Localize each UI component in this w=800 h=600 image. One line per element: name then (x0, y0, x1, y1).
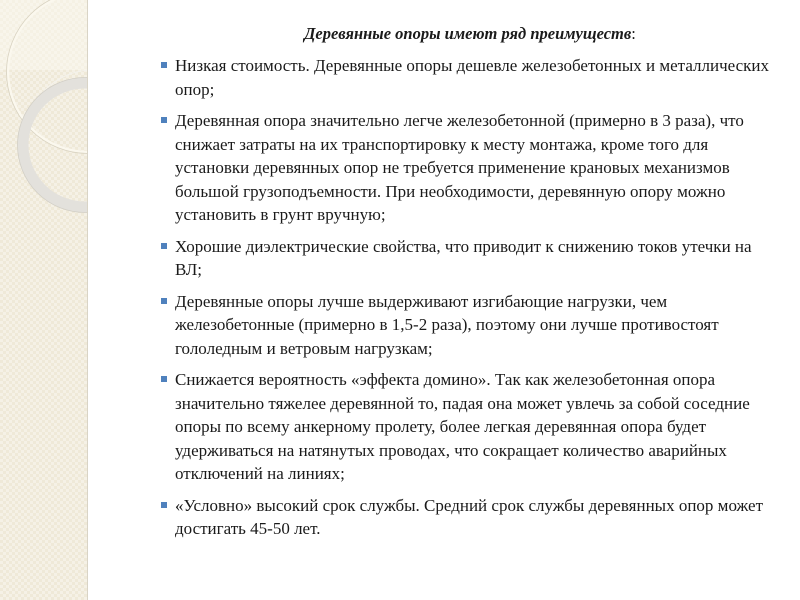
square-bullet-icon (161, 243, 167, 249)
list-item-text: Деревянная опора значительно легче железобетонной (примерно в 3 раза), что снижает затраты на их транспортировку к месту монтажа, кроме того для установки деревянных опор не требуется применение крановых механизмов большой грузоподъемности. При необходимости, деревянную опору можно установить в грунт вручную; (175, 111, 744, 224)
square-bullet-icon (161, 502, 167, 508)
list-item-text: «Условно» высокий срок службы. Средний срок службы деревянных опор может достигать 45-50 лет. (175, 495, 764, 538)
square-bullet-icon (161, 298, 167, 304)
decorative-sidebar (0, 0, 88, 600)
square-bullet-icon (161, 117, 167, 123)
slide-content (150, 22, 780, 549)
square-bullet-icon (161, 62, 167, 68)
sidebar-edge (87, 0, 88, 600)
square-bullet-icon (161, 376, 167, 382)
slide-title (150, 22, 780, 46)
advantages-list (150, 54, 780, 541)
decorative-circles-graphic (0, 0, 88, 300)
list-item (150, 494, 780, 541)
list-item-text: Хорошие диэлектрические свойства, что приводит к снижению токов утечки на ВЛ; (175, 236, 752, 279)
list-item-text: Низкая стоимость. Деревянные опоры дешевле железобетонных и металлических опор; (175, 56, 770, 99)
list-item (150, 235, 780, 282)
list-item-text: Снижается вероятность «эффекта домино». Так как железобетонная опора значительно тяжелее деревянной то, падая она может увлечь за собой соседние опоры по всему анкерному пролету, более легкая деревянная опора будет удерживаться на натянутых проводах, что сокращает количество аварийных отключений на линиях; (175, 370, 750, 483)
list-item (150, 109, 780, 227)
slide-title-colon: : (631, 24, 636, 43)
list-item (150, 290, 780, 361)
list-item (150, 54, 780, 101)
list-item (150, 368, 780, 486)
list-item-text: Деревянные опоры лучше выдерживают изгибающие нагрузки, чем железобетонные (примерно в 1,5-2 раза), поэтому они лучше противостоят гололедным и ветровым нагрузкам; (175, 291, 719, 358)
slide-title-text: Деревянные опоры имеют ряд преимуществ (304, 24, 632, 43)
